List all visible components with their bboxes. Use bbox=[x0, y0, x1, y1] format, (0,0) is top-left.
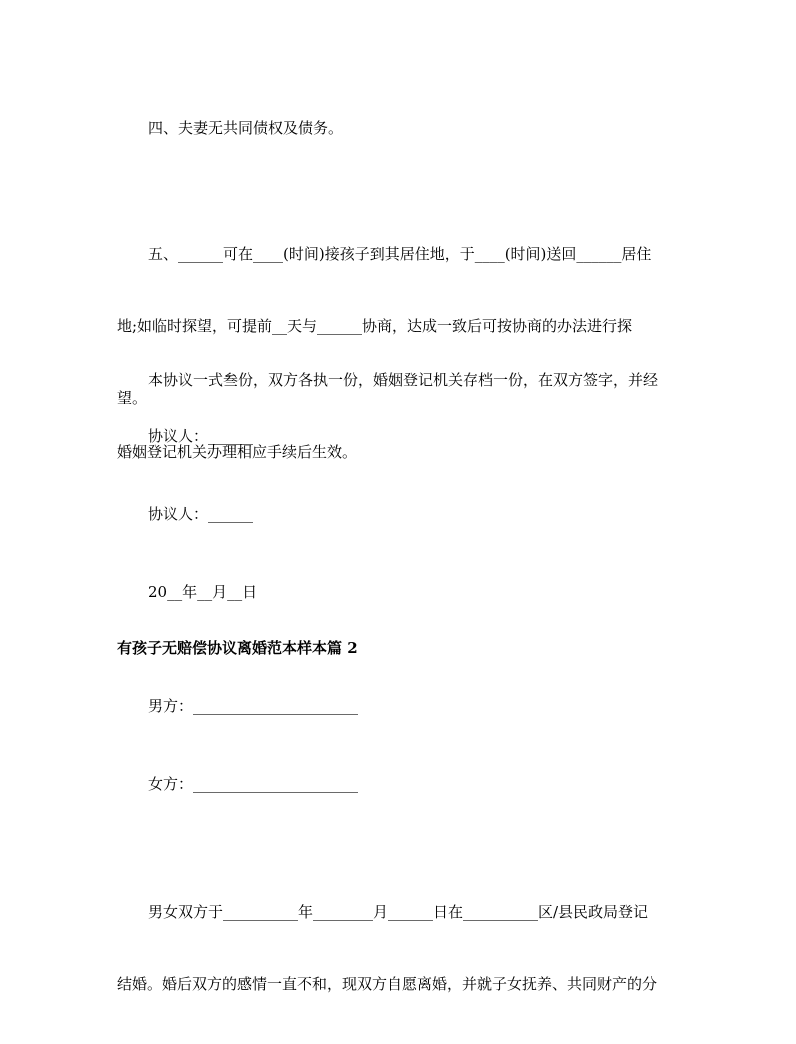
paragraph-visitation-line3: 望。 bbox=[117, 389, 148, 407]
paragraph-agreement-copies bbox=[117, 320, 683, 512]
female-party-line bbox=[117, 772, 683, 796]
paragraph-debts-text: 四、夫妻无共同债权及债务。 bbox=[148, 119, 344, 137]
paragraph-agreement-line2: 婚姻登记机关办理相应手续后生效。 bbox=[117, 443, 358, 461]
signer-line-1-text: 协议人：______ bbox=[148, 427, 254, 445]
female-party-text: 女方：______________________ bbox=[148, 775, 359, 793]
paragraph-marriage-line2: 结婚。婚后双方的感情一直不和，现双方自愿离婚，并就子女抚养、共同财产的分 bbox=[117, 975, 658, 993]
date-line bbox=[117, 580, 683, 604]
paragraph-marriage bbox=[117, 852, 683, 1044]
paragraph-visitation-line2: 地;如临时探望，可提前__天与______协商，达成一致后可按协商的办法进行探 bbox=[117, 317, 633, 335]
paragraph-marriage-line1: 男女双方于__________年________月______日在__________区/县民政局登记 bbox=[148, 903, 649, 921]
paragraph-visitation-line1: 五、______可在____(时间)接孩子到其居住地，于____(时间)送回______居住 bbox=[148, 245, 652, 263]
signer-line-2-text: 协议人：______ bbox=[148, 505, 254, 523]
signer-line-2 bbox=[117, 502, 683, 526]
signer-line-1 bbox=[117, 424, 683, 448]
paragraph-agreement-line1: 本协议一式叁份，双方各执一份，婚姻登记机关存档一份，在双方签字，并经 bbox=[148, 371, 659, 389]
section-title: 有孩子无赔偿协议离婚范本样本篇 2 bbox=[117, 639, 358, 657]
paragraph-debts bbox=[117, 116, 683, 140]
male-party-line bbox=[117, 694, 683, 718]
male-party-text: 男方：______________________ bbox=[148, 697, 359, 715]
date-line-text: 20__年__月__日 bbox=[148, 583, 258, 601]
